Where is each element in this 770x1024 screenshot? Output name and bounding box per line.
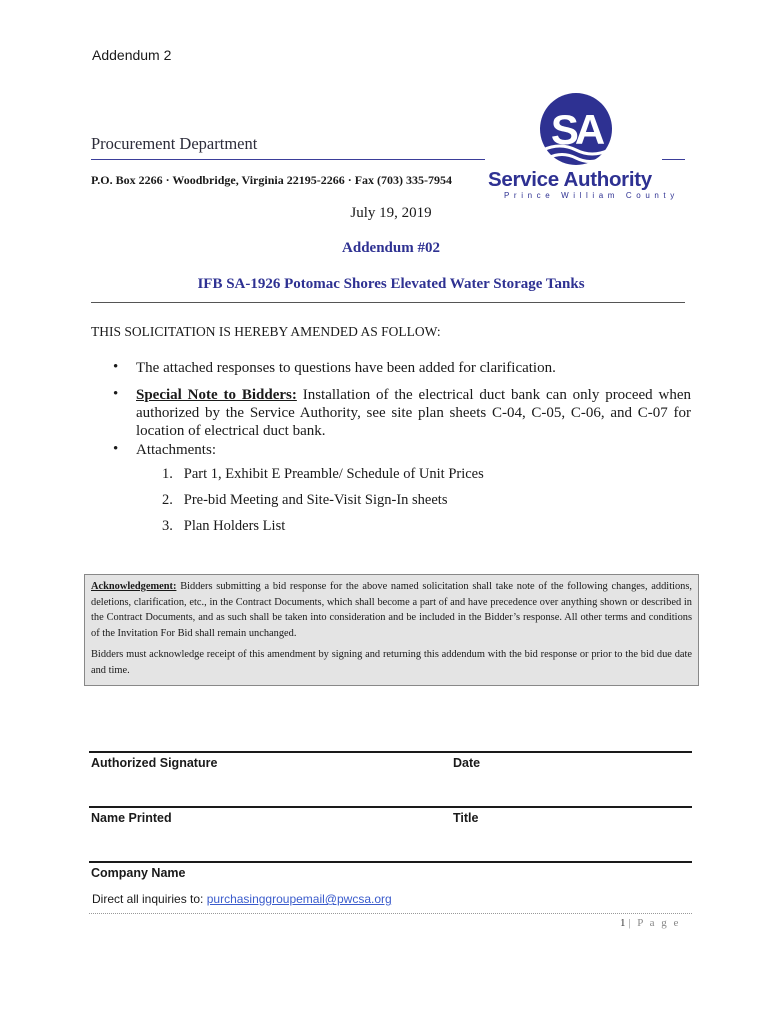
- header-divider: [91, 159, 485, 160]
- footer-divider: [89, 913, 692, 914]
- attachment-item: 1. Part 1, Exhibit E Preamble/ Schedule of Unit Prices: [162, 466, 484, 482]
- title-label: Title: [453, 811, 479, 825]
- acknowledgement-para: [91, 579, 692, 641]
- inquiries-label: Direct all inquiries to:: [92, 892, 207, 906]
- email-link[interactable]: purchasinggroupemail@pwcsa.org: [206, 892, 392, 906]
- name-printed-line: [89, 806, 692, 808]
- logo-divider: [662, 159, 685, 160]
- addendum-number: Addendum #02: [342, 240, 440, 256]
- document-date: July 19, 2019: [350, 205, 432, 221]
- page-number: [620, 917, 680, 929]
- date-label: Date: [453, 756, 481, 770]
- bullet-item-attachments: Attachments:: [136, 442, 216, 458]
- signature-line: [89, 751, 692, 753]
- bullet-item-special-note: [136, 386, 691, 440]
- acknowledgement-box: [84, 574, 699, 686]
- sa-logo-icon: [488, 92, 664, 172]
- company-name-label: Company Name: [91, 866, 186, 880]
- acknowledgement-text: Bidders submitting a bid response for the above named solicitation shall take note of the following changes, additions, deletions, clarification, etc., in the Contract Documents, which shall become a part of and have precedence over anything shown or described in the Contract Documents, and as such shall be taken into consideration and be included in the Bidder’s response. All other terms and conditions of the Invitation For Bid shall remain unchanged.: [91, 581, 692, 639]
- logo-name: Service Authority: [488, 168, 652, 191]
- page-number-value: 1: [620, 917, 626, 929]
- ifb-title: IFB SA-1926 Potomac Shores Elevated Water Storage Tanks: [197, 276, 585, 292]
- logo-monogram: SA: [550, 106, 602, 153]
- department-title: Procurement Department: [91, 134, 258, 153]
- special-note-text: Installation of the electrical duct bank can only proceed when authorized by the Service Authority, see site plan sheets C-04, C-05, C-06, and C-07 for location of electrical duct bank.: [136, 387, 691, 439]
- address-line: P.O. Box 2266 · Woodbridge, Virginia 22195-2266 · Fax (703) 335-7954: [91, 173, 453, 187]
- title-divider: [91, 302, 685, 303]
- acknowledgement-receipt-text: Bidders must acknowledge receipt of this amendment by signing and returning this addendum with the bid response or prior to the bid due date and time.: [91, 649, 692, 676]
- amend-heading: THIS SOLICITATION IS HEREBY AMENDED AS FOLLOW:: [91, 324, 441, 339]
- attachment-item: 2. Pre-bid Meeting and Site-Visit Sign-In sheets: [162, 492, 448, 508]
- company-name-line: [89, 861, 692, 863]
- bullet-icon: •: [113, 386, 119, 402]
- attachment-item: 3. Plan Holders List: [162, 518, 286, 534]
- authorized-signature-label: Authorized Signature: [91, 756, 218, 770]
- bullet-icon: •: [113, 359, 119, 375]
- addendum-label: Addendum 2: [92, 47, 172, 63]
- name-printed-label: Name Printed: [91, 811, 172, 825]
- acknowledgement-label: Acknowledgement:: [91, 581, 177, 592]
- logo-county: Prince William County: [504, 191, 679, 200]
- special-note-label: Special Note to Bidders:: [136, 387, 297, 403]
- bullet-icon: •: [113, 441, 119, 457]
- inquiries-line: [92, 892, 392, 906]
- page-word: | P a g e: [628, 917, 681, 929]
- bullet-item-clarification: The attached responses to questions have been added for clarification.: [136, 360, 556, 376]
